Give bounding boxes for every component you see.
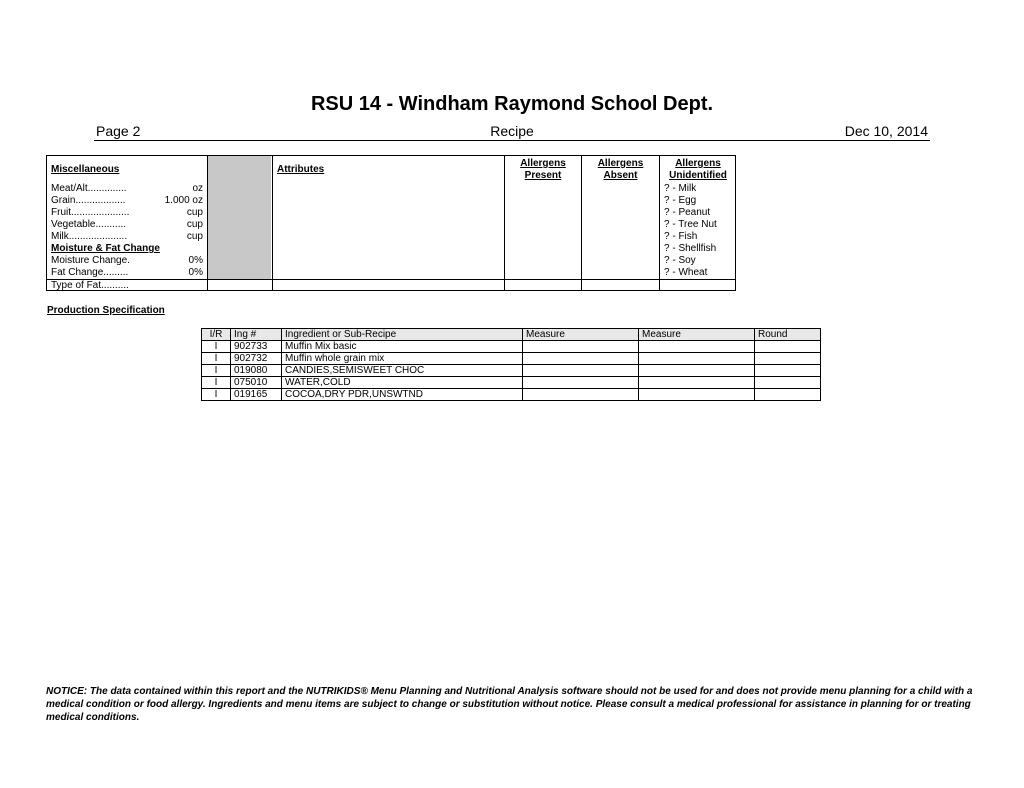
ingredient-name-cell: COCOA,DRY PDR,UNSWTND bbox=[282, 389, 523, 401]
measure-cell bbox=[639, 341, 755, 353]
allergens-present-header: Allergens Present bbox=[520, 158, 566, 181]
measure-cell bbox=[639, 353, 755, 365]
ing-number-cell: 019165 bbox=[231, 389, 282, 401]
report-title: RSU 14 - Windham Raymond School Dept. bbox=[310, 93, 714, 115]
production-spec-title: Production Specification bbox=[47, 305, 165, 316]
allergen-item: ? - Fish bbox=[664, 231, 698, 242]
attributes-header: Attributes bbox=[277, 164, 325, 175]
report-date: Dec 10, 2014 bbox=[844, 123, 928, 139]
ir-cell: I bbox=[202, 389, 231, 401]
column-header: Ing # bbox=[231, 329, 282, 341]
measure-cell bbox=[523, 341, 639, 353]
moisture-change-value: 0% bbox=[188, 255, 203, 266]
divider bbox=[47, 279, 735, 280]
recipe-summary-box bbox=[46, 155, 736, 291]
misc-label-meat: Meat/Alt.............. bbox=[51, 183, 127, 194]
allergen-item: ? - Tree Nut bbox=[664, 219, 717, 230]
ir-cell: I bbox=[202, 353, 231, 365]
column-header: I/R bbox=[202, 329, 231, 341]
moisture-header: Moisture & Fat Change bbox=[51, 243, 160, 254]
production-table bbox=[201, 328, 821, 401]
ingredient-name-cell: CANDIES,SEMISWEET CHOC bbox=[282, 365, 523, 377]
legal-notice: NOTICE: The data contained within this report and the NUTRIKIDS® Menu Planning and Nutritional Analysis software should not be used for and does not provide menu planning for a child with a medical condition or food allergy. Ingredients and menu items are subject to change or substitution without notice. Please consult a medical professional for assistance in planning for or treating medical conditions. bbox=[46, 686, 973, 723]
measure-cell bbox=[639, 389, 755, 401]
ing-number-cell: 019080 bbox=[231, 365, 282, 377]
misc-value-grain: 1.000 oz bbox=[164, 195, 203, 206]
page-number: Page 2 bbox=[96, 123, 141, 139]
measure-cell bbox=[639, 365, 755, 377]
table-row bbox=[202, 353, 821, 365]
allergen-item: ? - Shellfish bbox=[664, 243, 717, 254]
round-cell bbox=[755, 353, 821, 365]
ir-cell: I bbox=[202, 365, 231, 377]
divider bbox=[207, 156, 208, 290]
measure-cell bbox=[639, 377, 755, 389]
misc-label-milk: Milk..................... bbox=[51, 231, 128, 242]
round-cell bbox=[755, 365, 821, 377]
misc-value-meat: oz bbox=[192, 183, 203, 194]
misc-header: Miscellaneous bbox=[51, 164, 120, 175]
measure-cell bbox=[523, 353, 639, 365]
report-name: Recipe bbox=[490, 123, 534, 139]
table-row bbox=[202, 377, 821, 389]
ing-number-cell: 075010 bbox=[231, 377, 282, 389]
ingredient-name-cell: WATER,COLD bbox=[282, 377, 523, 389]
column-header: Ingredient or Sub-Recipe bbox=[282, 329, 523, 341]
measure-cell bbox=[523, 365, 639, 377]
moisture-change-label: Moisture Change. bbox=[51, 255, 130, 266]
measure-cell bbox=[523, 389, 639, 401]
table-row bbox=[202, 365, 821, 377]
misc-label-grain: Grain.................. bbox=[51, 195, 126, 206]
ing-number-cell: 902733 bbox=[231, 341, 282, 353]
table-row bbox=[202, 341, 821, 353]
column-header: Round bbox=[755, 329, 821, 341]
misc-value-fruit: cup bbox=[186, 207, 203, 218]
ing-number-cell: 902732 bbox=[231, 353, 282, 365]
table-header-row bbox=[202, 329, 821, 341]
round-cell bbox=[755, 389, 821, 401]
ir-cell: I bbox=[202, 341, 231, 353]
table-row bbox=[202, 389, 821, 401]
allergen-item: ? - Wheat bbox=[664, 267, 708, 278]
report-subheader bbox=[94, 122, 930, 141]
allergen-item: ? - Milk bbox=[664, 183, 697, 194]
allergens-absent-header: Allergens Absent bbox=[597, 158, 644, 181]
misc-value-milk: cup bbox=[186, 231, 203, 242]
fat-change-value: 0% bbox=[188, 267, 203, 278]
ir-cell: I bbox=[202, 377, 231, 389]
fat-change-label: Fat Change......... bbox=[51, 267, 129, 278]
column-header: Measure bbox=[639, 329, 755, 341]
shaded-column bbox=[207, 156, 271, 279]
ingredient-name-cell: Muffin whole grain mix bbox=[282, 353, 523, 365]
column-header: Measure bbox=[523, 329, 639, 341]
round-cell bbox=[755, 341, 821, 353]
type-of-fat-label: Type of Fat.......... bbox=[51, 280, 129, 291]
misc-label-fruit: Fruit..................... bbox=[51, 207, 130, 218]
divider bbox=[272, 156, 273, 290]
ingredient-name-cell: Muffin Mix basic bbox=[282, 341, 523, 353]
allergen-item: ? - Peanut bbox=[664, 207, 711, 218]
measure-cell bbox=[523, 377, 639, 389]
allergen-item: ? - Egg bbox=[664, 195, 697, 206]
allergens-unidentified-header: Allergens Unidentified bbox=[669, 158, 727, 181]
misc-label-vegetable: Vegetable........... bbox=[51, 219, 127, 230]
allergen-item: ? - Soy bbox=[664, 255, 696, 266]
misc-value-vegetable: cup bbox=[186, 219, 203, 230]
round-cell bbox=[755, 377, 821, 389]
